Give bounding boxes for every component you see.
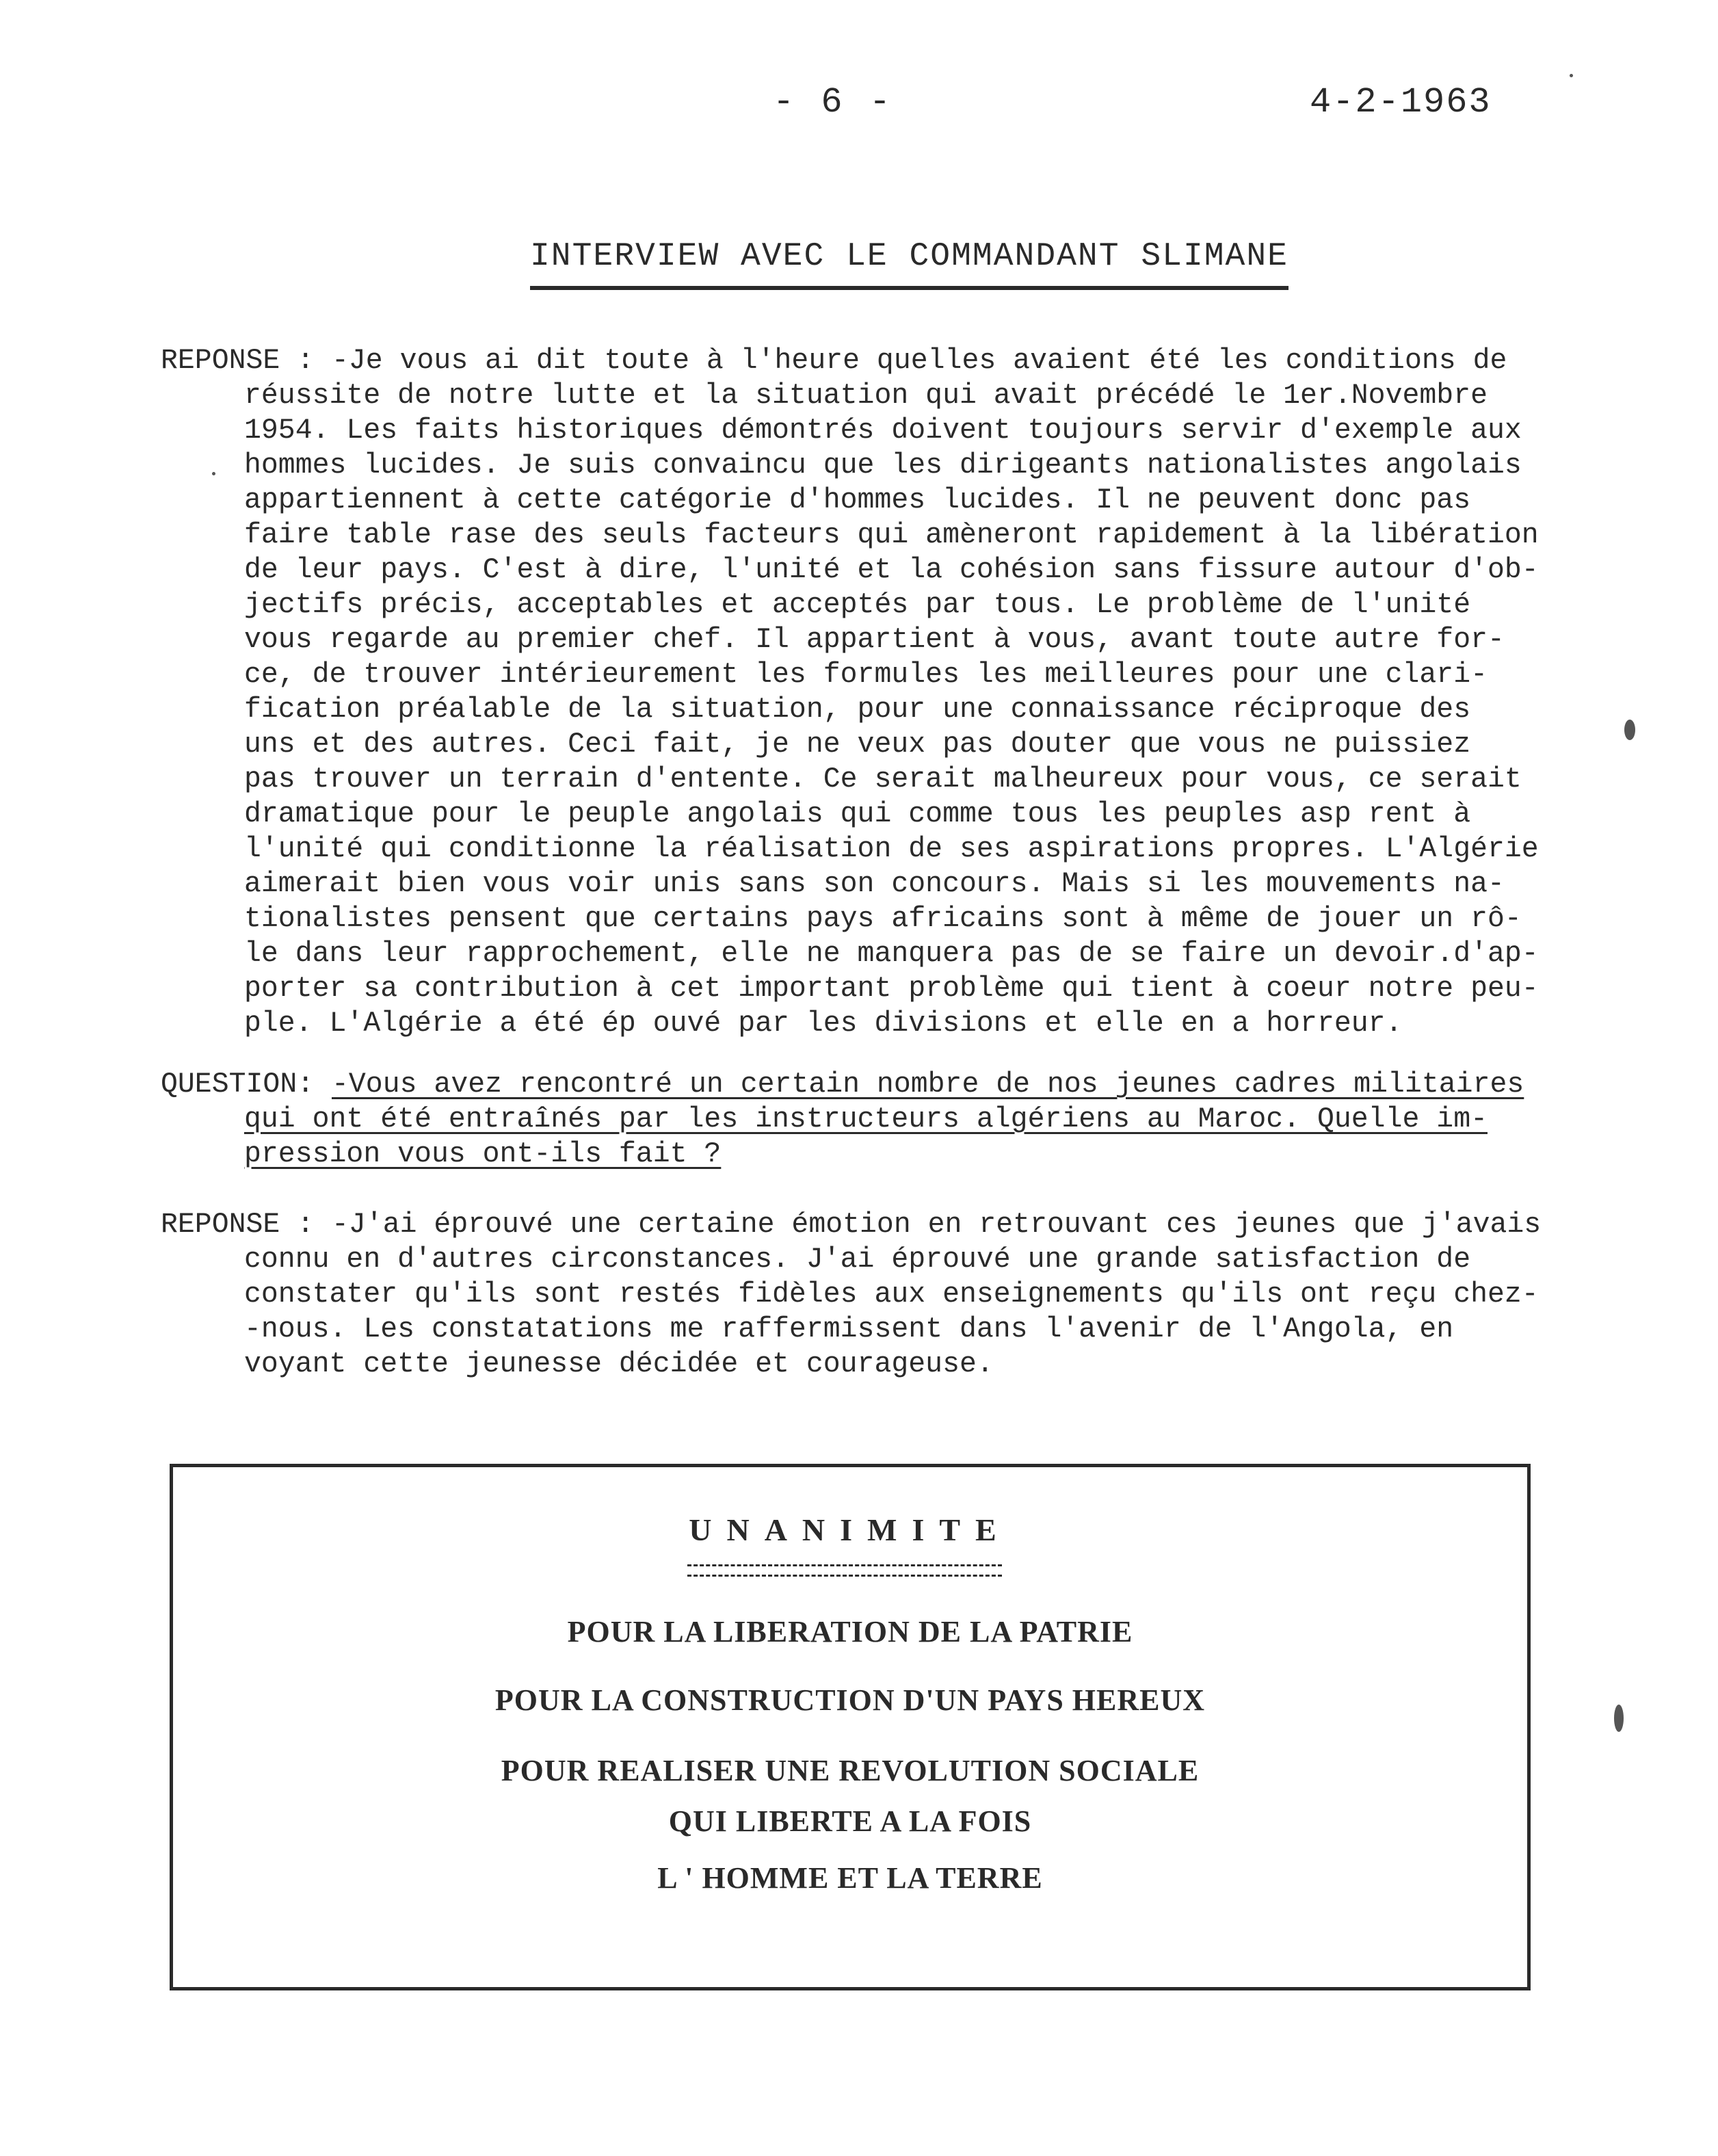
slogan-box (170, 1464, 1531, 1990)
speaker-label: REPONSE : (161, 345, 315, 377)
page-date: 4-2-1963 (1310, 82, 1492, 122)
slogan-title: UNANIMITE (689, 1512, 1012, 1547)
paragraph-line: pas trouver un terrain d'entente. Ce serait malheureux pour vous, ce serait (244, 763, 1522, 796)
slogan-line: L ' HOMME ET LA TERRE (657, 1861, 1043, 1895)
paragraph-line: hommes lucides. Je suis convaincu que les dirigeants nationalistes angolais (244, 449, 1522, 482)
scan-speck (1614, 1705, 1624, 1732)
paragraph-line: ce, de trouver intérieurement les formules les meilleures pour une clari- (244, 659, 1488, 691)
slogan-line: POUR LA CONSTRUCTION D'UN PAYS HEREUX (494, 1683, 1206, 1717)
scan-speck (212, 472, 215, 475)
question-block-1 (161, 1067, 1524, 1172)
paragraph-line: l'unité qui conditionne la réalisation de ses aspirations propres. L'Algérie (244, 833, 1539, 865)
question-line: -Vous avez rencontré un certain nombre de nos jeunes cadres militaires (332, 1068, 1524, 1101)
paragraph-line: de leur pays. C'est à dire, l'unité et la cohésion sans fissure autour d'ob- (244, 554, 1539, 586)
paragraph-line: jectifs précis, acceptables et acceptés par tous. Le problème de l'unité (244, 589, 1471, 621)
paragraph-line: porter sa contribution à cet important problème qui tient à coeur notre peu- (244, 973, 1539, 1005)
paragraph-line: vous regarde au premier chef. Il appartient à vous, avant toute autre for- (244, 624, 1505, 656)
paragraph-line: connu en d'autres circonstances. J'ai éprouvé une grande satisfaction de (244, 1244, 1471, 1276)
paragraph-line: tionalistes pensent que certains pays africains sont à même de jouer un rô- (244, 903, 1522, 935)
paragraph-line: -Je vous ai dit toute à l'heure quelles avaient été les conditions de (332, 345, 1507, 377)
paragraph-line: dramatique pour le peuple angolais qui comme tous les peuples asp rent à (244, 798, 1471, 830)
paragraph-line: -nous. Les constatations me raffermissent dans l'avenir de l'Angola, en (244, 1313, 1454, 1345)
reponse-block-1 (161, 343, 1539, 1041)
scan-speck (1570, 74, 1573, 77)
slogan-line: QUI LIBERTE A LA FOIS (668, 1804, 1032, 1838)
title-double-rule (687, 1564, 1002, 1577)
paragraph-line: uns et des autres. Ceci fait, je ne veux pas douter que vous ne puissiez (244, 728, 1471, 761)
speaker-label: REPONSE : (161, 1209, 315, 1241)
paragraph-line: constater qu'ils sont restés fidèles aux enseignements qu'ils ont reçu chez- (244, 1278, 1539, 1311)
speaker-label: QUESTION: (161, 1068, 315, 1101)
slogan-line: POUR LA LIBERATION DE LA PATRIE (567, 1615, 1133, 1648)
paragraph-line: le dans leur rapprochement, elle ne manquera pas de se faire un devoir.d'ap- (244, 938, 1539, 970)
paragraph-line: faire table rase des seuls facteurs qui amèneront rapidement à la libération (244, 519, 1539, 551)
paragraph-line: fication préalable de la situation, pour une connaissance réciproque des (244, 694, 1471, 726)
page-number: - 6 - (773, 82, 894, 122)
question-line: qui ont été entraînés par les instructeurs algériens au Maroc. Quelle im- (244, 1103, 1488, 1135)
document-title: INTERVIEW AVEC LE COMMANDANT SLIMANE (530, 238, 1288, 290)
question-line: pression vous ont-ils fait ? (244, 1138, 722, 1170)
paragraph-line: -J'ai éprouvé une certaine émotion en retrouvant ces jeunes que j'avais (332, 1209, 1542, 1241)
paragraph-line: 1954. Les faits historiques démontrés doivent toujours servir d'exemple aux (244, 415, 1522, 447)
scan-speck (1624, 720, 1635, 740)
paragraph-line: ple. L'Algérie a été ép ouvé par les divisions et elle en a horreur. (244, 1008, 1403, 1040)
reponse-block-2 (161, 1207, 1541, 1382)
paragraph-line: appartiennent à cette catégorie d'hommes lucides. Il ne peuvent donc pas (244, 484, 1471, 516)
paragraph-line: voyant cette jeunesse décidée et courageuse. (244, 1348, 994, 1380)
slogan-line: POUR REALISER UNE REVOLUTION SOCIALE (501, 1754, 1200, 1787)
paragraph-line: réussite de notre lutte et la situation qui avait précédé le 1er.Novembre (244, 380, 1488, 412)
paragraph-line: aimerait bien vous voir unis sans son concours. Mais si les mouvements na- (244, 868, 1505, 900)
